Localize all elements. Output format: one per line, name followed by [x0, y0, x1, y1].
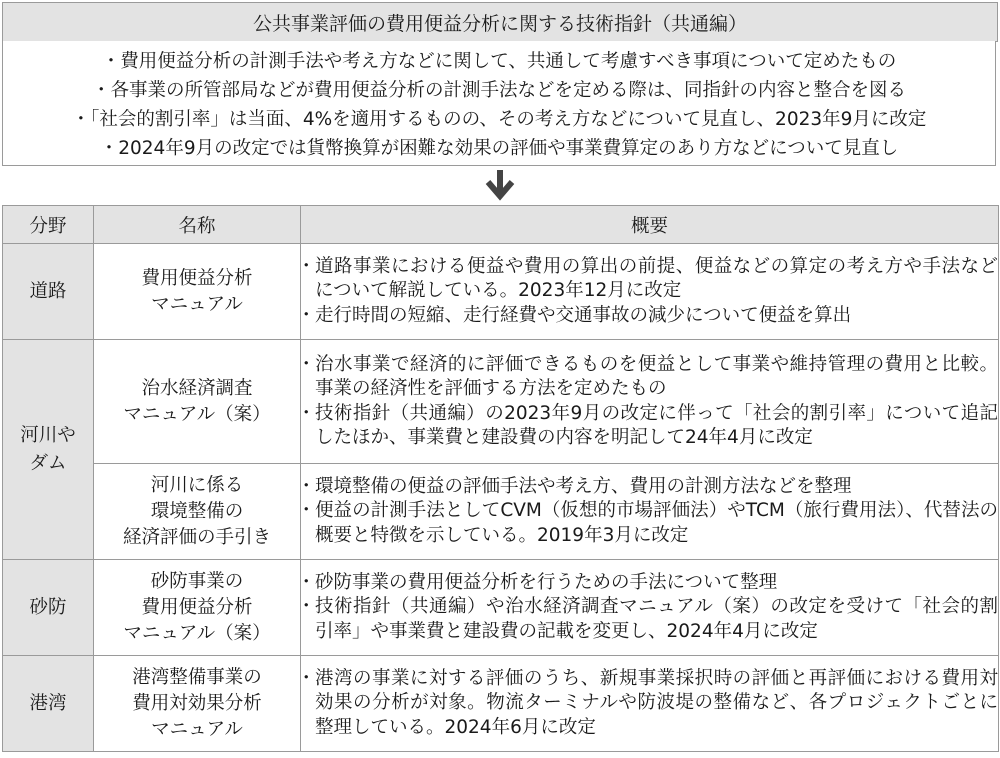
name-cell: 河川に係る 環境整備の 経済評価の手引き	[94, 464, 301, 560]
name-cell: 砂防事業の 費用便益分析 マニュアル（案）	[94, 560, 301, 656]
header-field: 分野	[3, 206, 94, 244]
arrow-down-icon	[484, 168, 516, 202]
manual-table	[2, 205, 999, 752]
name-cell: 費用便益分析 マニュアル	[94, 244, 301, 340]
summary-point: ・ 砂防事業の費用便益分析を行うための手法について整理	[301, 571, 998, 596]
guideline-point: ・各事業の所管部局などが費用便益分析の計測手法などを定める際は、同指針の内容と整合を図る	[91, 80, 906, 101]
guideline-point: ・費用便益分析の計測手法や考え方などに関して、共通して考慮すべき事項について定めたもの	[101, 51, 897, 72]
summary-point: ・ 港湾の事業に対する評価のうち、新規事業採択時の評価と再評価における費用対効果の分析が対象。物流ターミナルや防波堤の整備など、各プロジェクトごとに整理している。2024年6月に改定	[301, 667, 998, 741]
summary-point: ・ 治水事業で経済的に評価できるものを便益として事業や維持管理の費用と比較。事業の経済性を評価する方法を定めたもの	[301, 353, 998, 402]
table-header-row	[3, 206, 999, 244]
name-cell: 治水経済調査 マニュアル（案）	[94, 340, 301, 464]
header-summary: 概要	[301, 206, 999, 244]
summary-point: ・ 技術指針（共通編）の2023年9月の改定に伴って「社会的割引率」について追記したほか、事業費と建設費の内容を明記して24年4月に改定	[301, 402, 998, 451]
guideline-title: 公共事業評価の費用便益分析に関する技術指針（共通編）	[2, 2, 998, 42]
summary-point: ・ 走行時間の短縮、走行経費や交通事故の減少について便益を算出	[301, 304, 998, 329]
guideline-points	[2, 41, 996, 166]
table-row	[3, 656, 999, 752]
summary-cell	[301, 340, 999, 464]
table-row	[3, 560, 999, 656]
summary-cell	[301, 464, 999, 560]
header-name: 名称	[94, 206, 301, 244]
table-row	[3, 340, 999, 464]
guideline-point: ・2024年9月の改定では貨幣換算が困難な効果の評価や事業費算定のあり方などについて見直し	[99, 138, 899, 159]
field-cell: 港湾	[3, 656, 94, 752]
summary-point: ・ 便益の計測手法としてCVM（仮想的市場評価法）やTCM（旅行費用法）、代替法の概要と特徴を示している。2019年3月に改定	[301, 499, 998, 548]
summary-point: ・ 環境整備の便益の評価手法や考え方、費用の計測方法などを整理	[301, 475, 998, 500]
summary-point: ・ 道路事業における便益や費用の算出の前提、便益などの算定の考え方や手法などについて解説している。2023年12月に改定	[301, 255, 998, 304]
summary-cell	[301, 560, 999, 656]
name-cell: 港湾整備事業の 費用対効果分析 マニュアル	[94, 656, 301, 752]
summary-point: ・ 技術指針（共通編）や治水経済調査マニュアル（案）の改定を受けて「社会的割引率」や事業費と建設費の記載を変更し、2024年4月に改定	[301, 595, 998, 644]
field-cell: 砂防	[3, 560, 94, 656]
table-row	[3, 464, 999, 560]
guideline-point: ・「社会的割引率」は当面、4%を適用するものの、その考え方などについて見直し、2023年9月に改定	[71, 109, 927, 130]
field-cell: 河川や ダム	[3, 340, 94, 560]
summary-cell	[301, 244, 999, 340]
table-row	[3, 244, 999, 340]
summary-cell	[301, 656, 999, 752]
field-cell: 道路	[3, 244, 94, 340]
